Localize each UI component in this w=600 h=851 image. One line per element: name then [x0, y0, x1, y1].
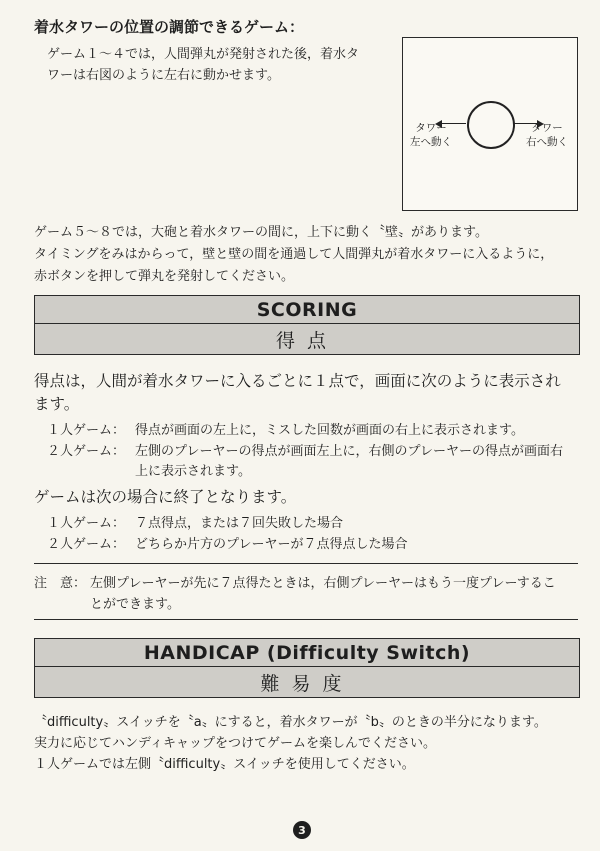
one-player-text: 得点が画面の左上に，ミスした回数が画面の右上に表示されます。: [135, 423, 524, 438]
handicap-line-3: １人ゲームでは左側〝difficulty〟スイッチを使用してください。: [34, 757, 415, 772]
handicap-line-1: 〝difficulty〟スイッチを〝a〟にすると，着水タワーが〝b〟のときの半分になります。: [34, 715, 547, 730]
note-text-1: 左側プレーヤーが先に７点得たときは，右側プレーヤーはもう一度プレーするこ: [90, 576, 556, 591]
wall-games-line-3: 赤ボタンを押して弾丸を発射してください。: [34, 269, 295, 284]
left-label-line-1: タワー: [415, 122, 447, 134]
handicap-title-en: HANDICAP (Difficulty Switch): [35, 639, 579, 667]
note-label: 注 意：: [34, 576, 87, 591]
handicap-title-ja: 難易度: [260, 672, 354, 695]
note-bottom-rule: [34, 619, 578, 620]
right-label-line-1: タワー: [531, 122, 563, 134]
scoring-title-en: SCORING: [35, 296, 579, 324]
tower-movement-diagram: [402, 37, 578, 211]
tower-adjust-line-2: ワーは右図のように左右に動かせます。: [47, 68, 280, 83]
right-label: [521, 121, 573, 149]
tower-adjust-line-1: ゲーム１～４では，人間弾丸が発射された後，着水タ: [47, 47, 360, 62]
left-label-line-2: 左へ動く: [410, 136, 452, 148]
wall-games-line-1: ゲーム５～８では，大砲と着水タワーの間に，上下に動く〝壁〟があります。: [34, 225, 488, 240]
handicap-banner: [34, 638, 580, 698]
left-label: [406, 121, 456, 149]
page-number: 3: [293, 821, 311, 839]
tower-adjust-heading: 着水タワーの位置の調節できるゲーム：: [34, 18, 305, 36]
note-text-2: とができます。: [90, 597, 180, 612]
one-player-label: １人ゲーム：: [47, 423, 126, 438]
right-label-line-2: 右へ動く: [526, 136, 568, 148]
scoring-intro-line-1: 得点は，人間が着水タワーに入るごとに１点で，画面に次のように表示され: [34, 372, 561, 390]
end-one-player-label: １人ゲーム：: [47, 516, 126, 531]
handicap-line-2: 実力に応じてハンディキャップをつけてゲームを楽しんでください。: [34, 736, 436, 751]
end-one-player-text: ７点得点，または７回失敗した場合: [135, 516, 344, 531]
end-two-player-label: ２人ゲーム：: [47, 537, 126, 552]
two-player-text-2: 上に表示されます。: [135, 464, 251, 479]
scoring-banner: [34, 295, 580, 355]
scoring-title-ja: 得点: [275, 329, 338, 352]
tower-circle-icon: [467, 101, 515, 149]
end-two-player-text: どちらか片方のプレーヤーが７点得点した場合: [135, 537, 408, 552]
two-player-text-1: 左側のプレーヤーの得点が画面左上に，右側のプレーヤーの得点が画面右: [135, 444, 563, 459]
note-top-rule: [34, 563, 578, 564]
scoring-intro-line-2: ます。: [34, 395, 80, 413]
two-player-label: ２人ゲーム：: [47, 444, 126, 459]
game-end-heading: ゲームは次の場合に終了となります。: [34, 488, 297, 506]
wall-games-line-2: タイミングをみはからって，壁と壁の間を通過して人間弾丸が着水タワーに入るように，: [34, 247, 554, 262]
